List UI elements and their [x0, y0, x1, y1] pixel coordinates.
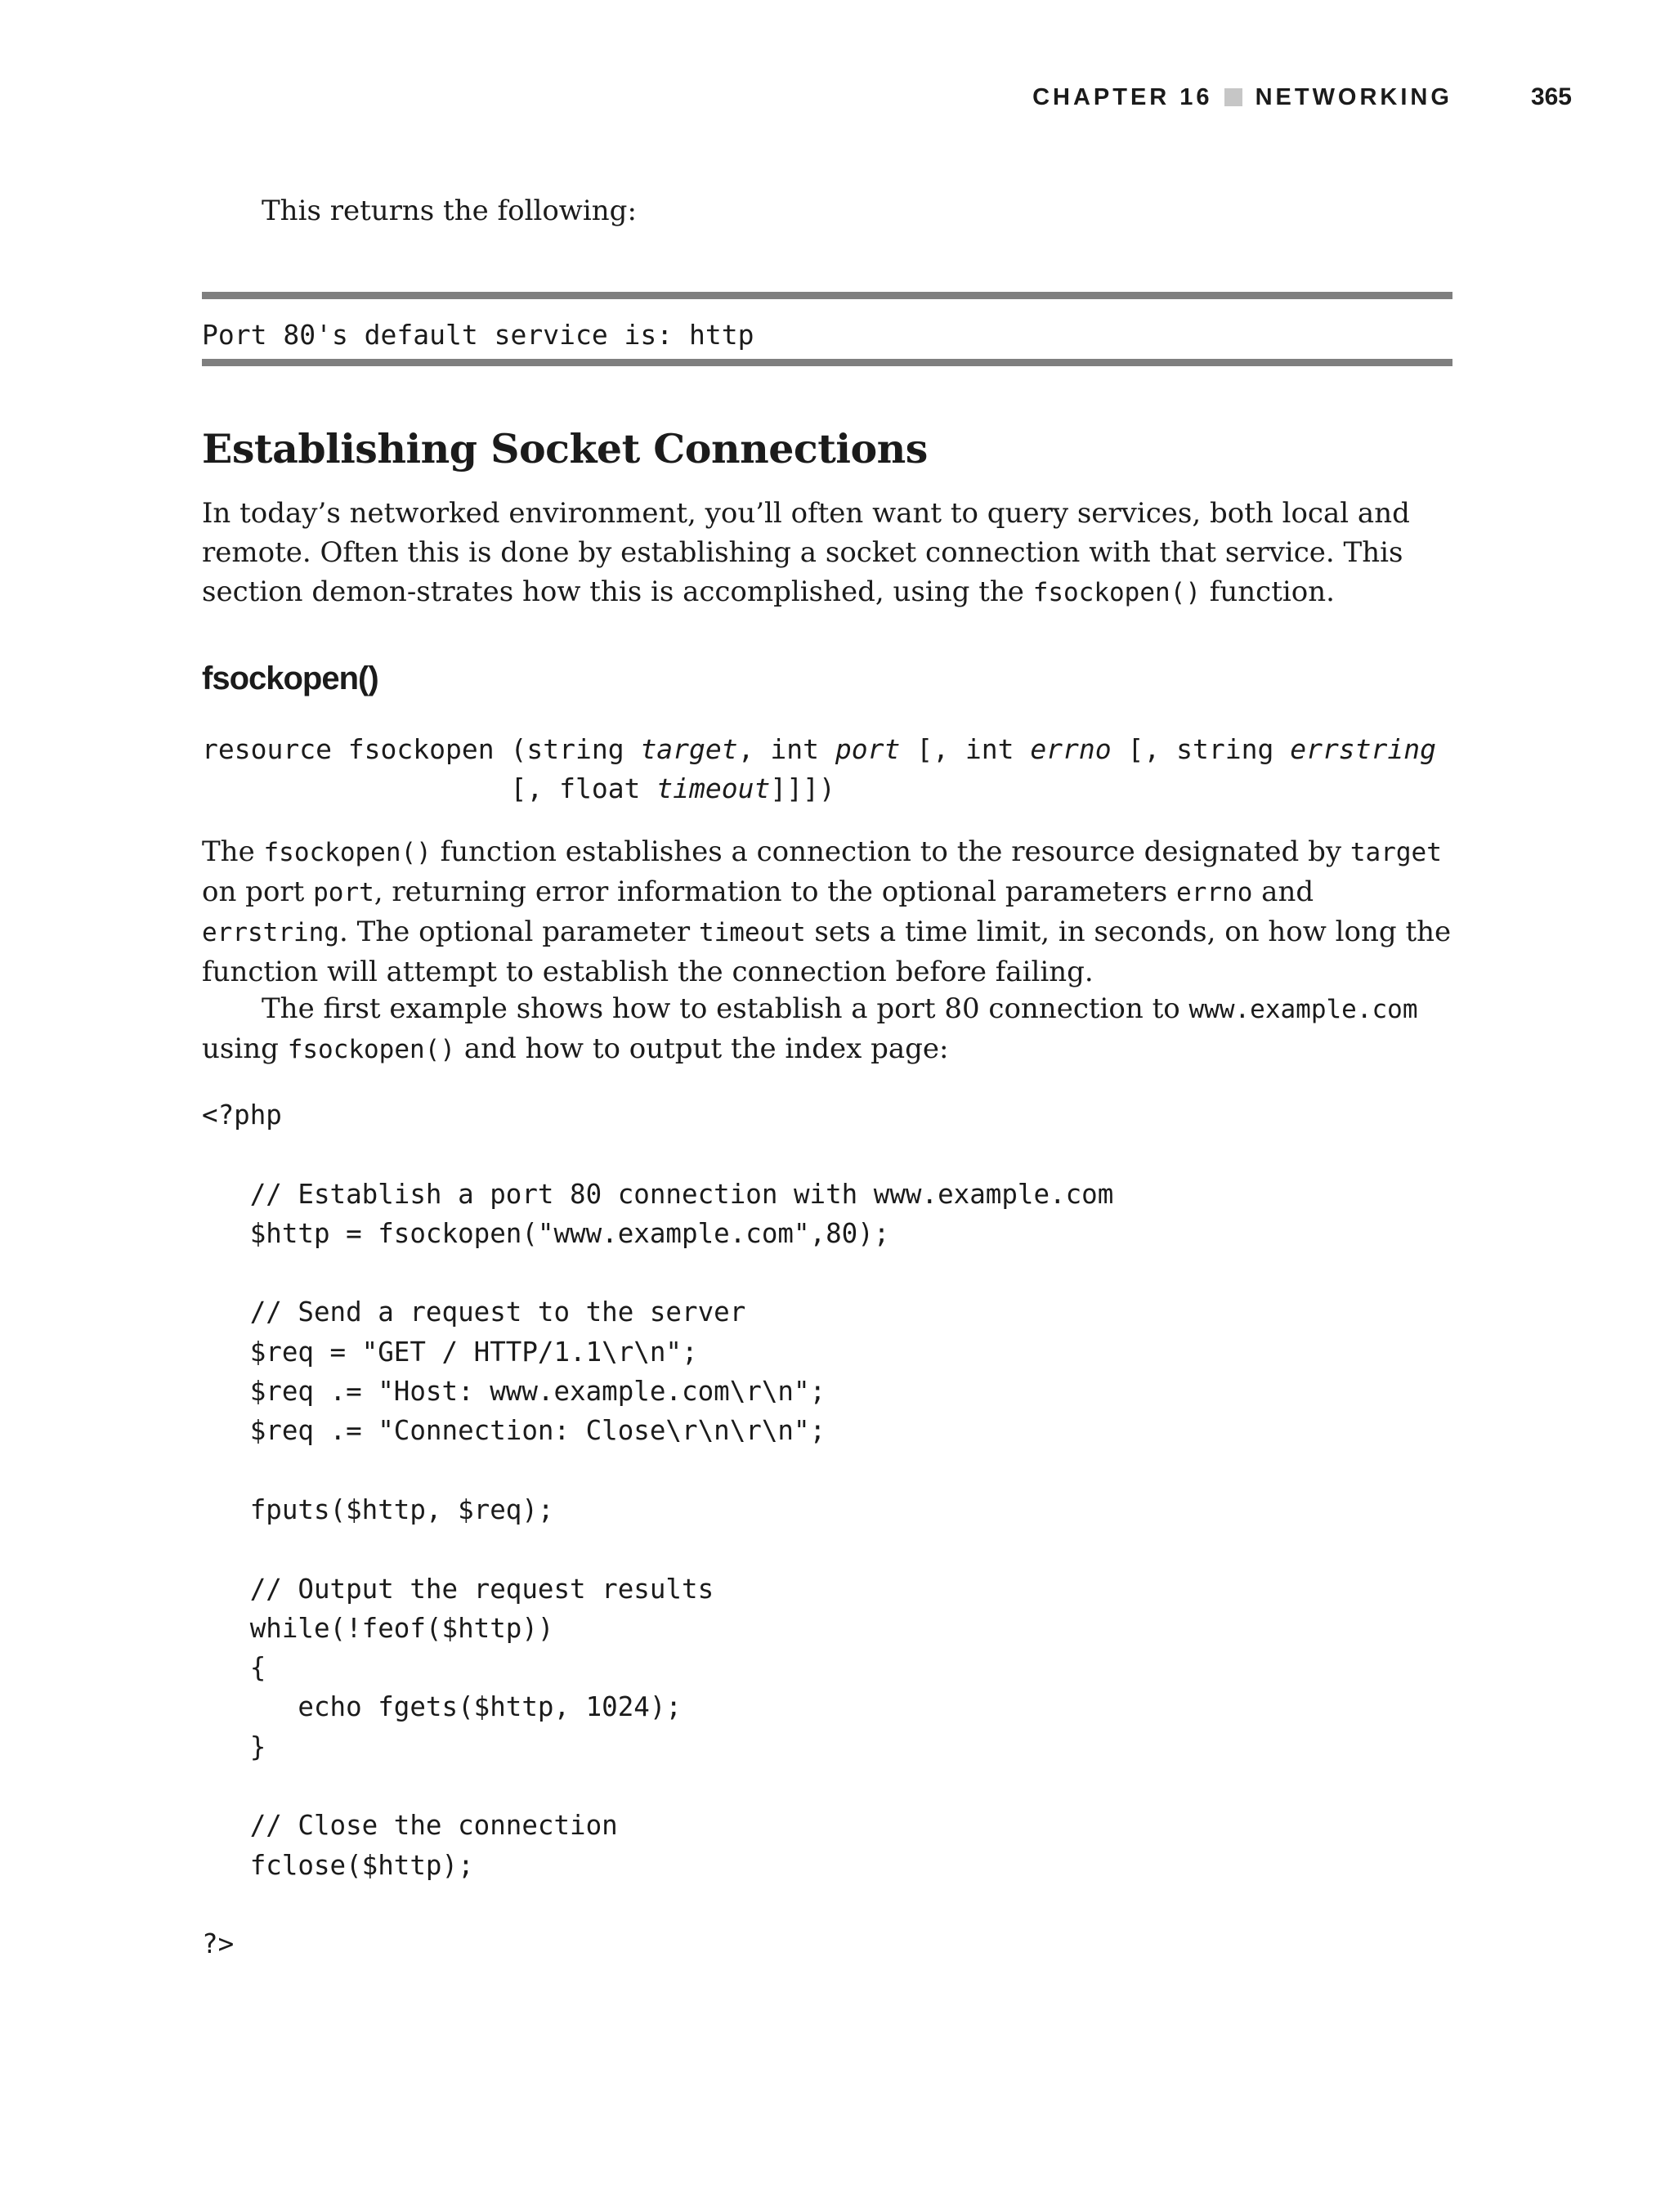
function-signature: [202, 730, 1436, 808]
code-line: ?>: [202, 1928, 235, 1960]
code-line: // Close the connection: [202, 1810, 618, 1842]
sig-part: [, string: [1111, 733, 1291, 765]
sig-param-errstring: errstring: [1290, 733, 1437, 765]
para2-code: fsockopen(): [263, 838, 432, 867]
para3-code: fsockopen(): [287, 1035, 456, 1064]
output-box: [202, 292, 1452, 366]
para2-code: timeout: [698, 918, 806, 947]
code-line: $req .= "Host: www.example.com\r\n";: [202, 1376, 826, 1408]
code-line: // Send a request to the server: [202, 1296, 746, 1328]
intro-text: This returns the following:: [262, 195, 637, 227]
running-header: [1032, 83, 1572, 111]
para2-code: target: [1349, 838, 1442, 867]
code-line: $req = "GET / HTTP/1.1\r\n";: [202, 1336, 698, 1368]
paragraph-example: [202, 989, 1461, 1069]
chapter-label: CHAPTER 16: [1032, 83, 1213, 110]
para2-code: port: [313, 878, 374, 907]
para2-text: The: [202, 835, 264, 868]
paragraph-description: [202, 832, 1461, 992]
para1-text-b: function.: [1201, 575, 1335, 608]
code-line: // Output the request results: [202, 1573, 714, 1605]
para2-text: , returning error information to the optional parameters: [374, 875, 1177, 908]
sig-part: [, int: [900, 733, 1031, 765]
header-separator-square: [1224, 88, 1242, 106]
code-line: [202, 1885, 1113, 1924]
para3-text: using: [202, 1032, 288, 1065]
code-line: <?php: [202, 1099, 282, 1131]
function-subheading: fsockopen(): [202, 660, 378, 696]
sig-param-errno: errno: [1030, 733, 1112, 765]
code-line: // Establish a port 80 connection with www.example.com: [202, 1178, 1114, 1210]
para1-code: fsockopen(): [1032, 578, 1201, 607]
paragraph-intro: [202, 494, 1461, 612]
code-line: [202, 1529, 1113, 1569]
para2-text: on port: [202, 875, 314, 908]
para2-text: sets a time limit, in seconds, on how long the function will attempt to establish the connection before failing.: [202, 916, 1452, 988]
code-line: fclose($http);: [202, 1849, 474, 1881]
code-line: }: [202, 1731, 266, 1762]
code-line: echo fgets($http, 1024);: [202, 1691, 682, 1723]
sig-param-timeout: timeout: [656, 772, 771, 804]
sig-part: resource fsockopen (string: [202, 733, 641, 765]
section-title: Establishing Socket Connections: [202, 425, 928, 472]
para3-code: www.example.com: [1188, 995, 1418, 1024]
code-listing: [202, 1095, 1113, 1964]
code-line: [202, 1451, 1113, 1490]
sig-param-port: port: [835, 733, 901, 765]
para3-text: The first example shows how to establish a port 80 connection to: [262, 992, 1189, 1025]
sig-param-target: target: [640, 733, 738, 765]
code-line: $req .= "Connection: Close\r\n\r\n";: [202, 1415, 826, 1447]
code-line: while(!feof($http)): [202, 1612, 554, 1644]
code-line: {: [202, 1652, 266, 1684]
sig-part: [, float: [202, 772, 657, 804]
code-line: [202, 1135, 1113, 1174]
para2-code: errno: [1176, 878, 1253, 907]
code-line: [202, 1766, 1113, 1806]
output-text: Port 80's default service is: http: [202, 319, 754, 351]
section-label: NETWORKING: [1255, 83, 1452, 110]
code-line: [202, 1253, 1113, 1292]
sig-part: ]]]): [770, 772, 835, 804]
para1-text-a: In today’s networked environment, you’ll often want to query services, both local and remote. Often this is done by establishing a socket connection with that service. This section demon-strates how this is accomplished, using the: [202, 497, 1410, 608]
code-line: $http = fsockopen("www.example.com",80);: [202, 1217, 890, 1249]
page-number: 365: [1530, 83, 1572, 110]
code-line: fputs($http, $req);: [202, 1493, 554, 1525]
para2-text: . The optional parameter: [338, 916, 699, 948]
para2-text: function establishes a connection to the resource designated by: [431, 835, 1350, 868]
para2-text: and: [1252, 875, 1314, 908]
para3-text: and how to output the index page:: [455, 1032, 949, 1065]
sig-part: , int: [737, 733, 835, 765]
para2-code: errstring: [202, 918, 339, 947]
